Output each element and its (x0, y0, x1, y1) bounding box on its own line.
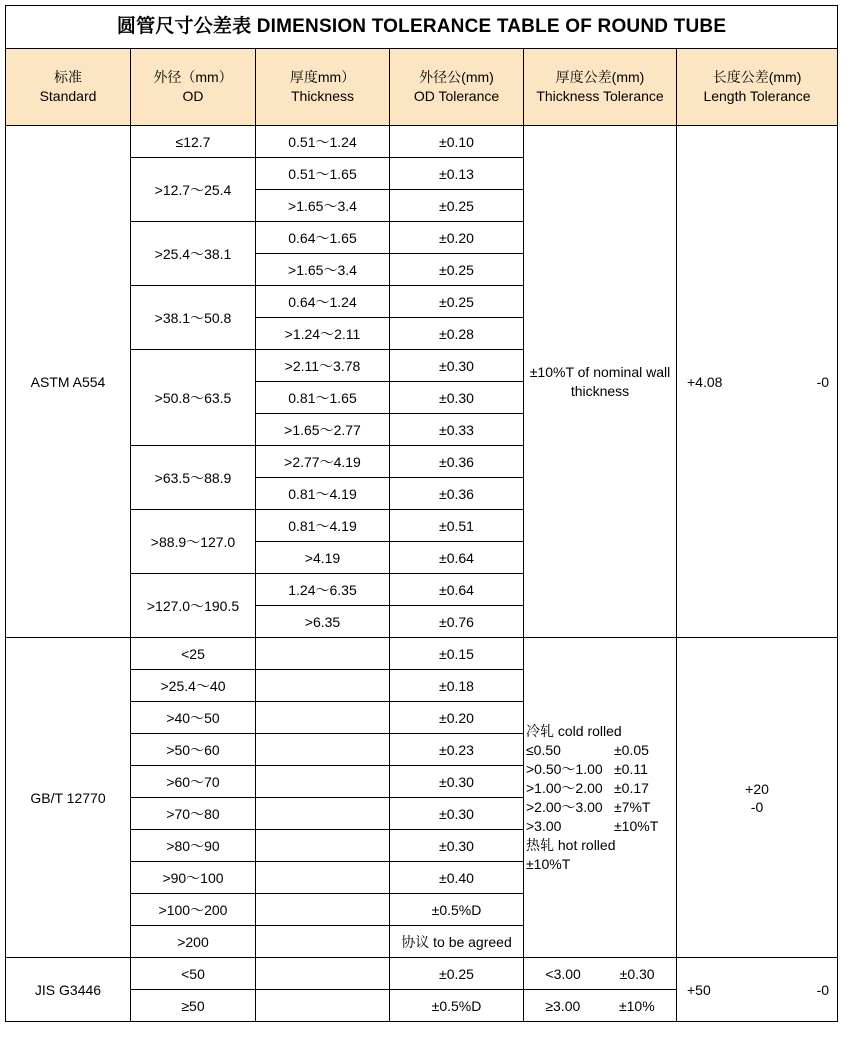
cold-rolled-row (526, 798, 674, 817)
thickness-cell: 1.24～6.35 (256, 574, 390, 606)
cold-range: >1.00～2.00 (526, 779, 603, 796)
cold-rolled-row (526, 741, 674, 760)
header-cell (524, 49, 677, 126)
od-tolerance-cell: ±0.25 (390, 190, 524, 222)
thickness-cell (256, 862, 390, 894)
od-cell: >40～50 (131, 702, 256, 734)
thickness-cell: 0.51～1.24 (256, 126, 390, 158)
od-cell: >90～100 (131, 862, 256, 894)
length-tolerance-cell (677, 638, 838, 958)
thickness-cell: >6.35 (256, 606, 390, 638)
cold-rolled-row (526, 817, 674, 836)
od-cell: >100～200 (131, 894, 256, 926)
cold-tolerance: ±0.17 (614, 779, 649, 796)
header-cn-label: 长度公差(mm) (712, 69, 802, 85)
standard-cell: ASTM A554 (6, 126, 131, 638)
od-cell: >63.5～88.9 (131, 446, 256, 510)
od-cell: <25 (131, 638, 256, 670)
cold-range: >0.50～1.00 (526, 760, 603, 777)
cold-rolled-row (526, 760, 674, 779)
od-tolerance-cell: ±0.15 (390, 638, 524, 670)
cold-range: ≤0.50 (526, 741, 561, 758)
header-cn-label: 外径公(mm) (419, 69, 494, 85)
cold-tolerance: ±0.05 (614, 741, 649, 758)
table-row (6, 126, 838, 158)
od-tolerance-cell: 协议 to be agreed (390, 926, 524, 958)
od-tolerance-cell: ±0.33 (390, 414, 524, 446)
od-cell: <50 (131, 958, 256, 990)
header-cell (6, 49, 131, 126)
od-cell: >50～60 (131, 734, 256, 766)
length-plus: +4.08 (687, 373, 723, 390)
thickness-cell: 0.81～1.65 (256, 382, 390, 414)
standard-cell: JIS G3446 (6, 958, 131, 1022)
thickness-range: ≥3.00 (545, 997, 581, 1014)
length-plus: +20 (745, 780, 769, 797)
thickness-cell (256, 958, 390, 990)
od-tolerance-cell: ±0.23 (390, 734, 524, 766)
tolerance-table-wrapper (5, 5, 838, 1022)
table-row (6, 958, 838, 990)
cold-tolerance: ±0.11 (614, 760, 648, 777)
header-row (6, 49, 838, 126)
od-cell: >60～70 (131, 766, 256, 798)
od-tolerance-cell: ±0.36 (390, 446, 524, 478)
od-tolerance-cell: ±0.30 (390, 350, 524, 382)
od-tolerance-cell: ±0.25 (390, 286, 524, 318)
od-tolerance-cell: ±0.30 (390, 830, 524, 862)
thickness-cell: >2.77～4.19 (256, 446, 390, 478)
od-tolerance-cell: ±0.5%D (390, 990, 524, 1022)
header-en-label: Thickness Tolerance (536, 88, 664, 104)
length-minus: -0 (816, 981, 830, 998)
standard-cell: GB/T 12770 (6, 638, 131, 958)
od-cell: >70～80 (131, 798, 256, 830)
od-tolerance-cell: ±0.5%D (390, 894, 524, 926)
od-cell: >80～90 (131, 830, 256, 862)
thickness-cell: 0.81～4.19 (256, 510, 390, 542)
od-tolerance-cell: ±0.28 (390, 318, 524, 350)
thickness-cell (256, 830, 390, 862)
od-tolerance-cell: ±0.51 (390, 510, 524, 542)
od-cell: >127.0～190.5 (131, 574, 256, 638)
thickness-cell (256, 702, 390, 734)
length-tolerance-values (679, 373, 835, 391)
thickness-range: <3.00 (545, 965, 581, 982)
od-cell: >12.7～25.4 (131, 158, 256, 222)
thickness-tolerance-pair (526, 997, 674, 1015)
thickness-cell (256, 990, 390, 1022)
cold-rolled-label: 冷轧 cold rolled (526, 722, 622, 739)
header-en-label: OD (182, 88, 204, 104)
thickness-cell: >1.65～2.77 (256, 414, 390, 446)
od-tolerance-cell: ±0.20 (390, 702, 524, 734)
thickness-cell (256, 638, 390, 670)
od-cell: >25.4～38.1 (131, 222, 256, 286)
od-tolerance-cell: ±0.64 (390, 542, 524, 574)
od-tolerance-cell: ±0.18 (390, 670, 524, 702)
thickness-cell: 0.64～1.24 (256, 286, 390, 318)
header-cell (256, 49, 390, 126)
dimension-tolerance-table (5, 5, 838, 1022)
thickness-cell: 0.81～4.19 (256, 478, 390, 510)
thickness-cell: >1.24～2.11 (256, 318, 390, 350)
length-tolerance-values (679, 981, 835, 999)
thickness-cell: >1.65～3.4 (256, 254, 390, 286)
od-tolerance-cell: ±0.25 (390, 254, 524, 286)
cold-tolerance: ±7%T (614, 798, 651, 815)
thickness-cell (256, 670, 390, 702)
od-tolerance-cell: ±0.64 (390, 574, 524, 606)
header-cn-label: 外径（mm） (153, 69, 233, 85)
od-cell: ≤12.7 (131, 126, 256, 158)
header-cell (131, 49, 256, 126)
od-tolerance-cell: ±0.76 (390, 606, 524, 638)
length-minus: -0 (816, 373, 830, 390)
header-en-label: OD Tolerance (413, 88, 500, 104)
header-cell (390, 49, 524, 126)
thickness-cell: >2.11～3.78 (256, 350, 390, 382)
od-tolerance-cell: ±0.25 (390, 958, 524, 990)
thickness-cell (256, 734, 390, 766)
od-tolerance-cell: ±0.36 (390, 478, 524, 510)
length-minus: -0 (750, 798, 764, 815)
thickness-cell (256, 798, 390, 830)
thickness-cell (256, 926, 390, 958)
od-cell: >50.8～63.5 (131, 350, 256, 446)
od-cell: >25.4～40 (131, 670, 256, 702)
od-tolerance-cell: ±0.40 (390, 862, 524, 894)
od-cell: >200 (131, 926, 256, 958)
od-tolerance-cell: ±0.20 (390, 222, 524, 254)
thickness-cell: >4.19 (256, 542, 390, 574)
od-cell: ≥50 (131, 990, 256, 1022)
od-cell: >38.1～50.8 (131, 286, 256, 350)
header-en-label: Standard (39, 88, 97, 104)
thickness-tolerance: ±0.30 (619, 965, 655, 982)
length-plus: +50 (687, 981, 711, 998)
od-cell: >88.9～127.0 (131, 510, 256, 574)
od-tolerance-cell: ±0.10 (390, 126, 524, 158)
table-row (6, 638, 838, 670)
od-tolerance-cell: ±0.13 (390, 158, 524, 190)
thickness-tolerance-pair (526, 965, 674, 983)
cold-tolerance: ±10%T (614, 817, 659, 834)
thickness-cell: 0.64～1.65 (256, 222, 390, 254)
table-title: 圆管尺寸公差表 DIMENSION TOLERANCE TABLE OF ROUND TUBE (6, 6, 838, 49)
hot-rolled-label: 热轧 hot rolled (526, 836, 616, 853)
cold-rolled-row (526, 779, 674, 798)
cold-range: >3.00 (526, 817, 562, 834)
od-tolerance-cell: ±0.30 (390, 798, 524, 830)
thickness-tolerance: ±10% (618, 997, 655, 1014)
cold-range: >2.00～3.00 (526, 798, 603, 815)
thickness-cell (256, 766, 390, 798)
length-tolerance-cell (677, 126, 838, 638)
header-cn-label: 厚度公差(mm) (555, 69, 645, 85)
od-tolerance-cell: ±0.30 (390, 382, 524, 414)
thickness-cell: 0.51～1.65 (256, 158, 390, 190)
od-tolerance-cell: ±0.30 (390, 766, 524, 798)
hot-rolled-tolerance: ±10%T (526, 855, 571, 872)
length-tolerance-cell (677, 958, 838, 1022)
thickness-cell (256, 894, 390, 926)
header-en-label: Thickness (290, 88, 355, 104)
thickness-tolerance-cell (524, 638, 677, 958)
thickness-tolerance-cell (524, 990, 677, 1022)
thickness-tolerance-cell: ±10%T of nominal wall thickness (524, 126, 677, 638)
header-cn-label: 标准 (54, 69, 82, 85)
thickness-tolerance-cell (524, 958, 677, 990)
header-en-label: Length Tolerance (703, 88, 811, 104)
header-cell (677, 49, 838, 126)
header-cn-label: 厚度mm） (289, 69, 356, 85)
thickness-cell: >1.65～3.4 (256, 190, 390, 222)
